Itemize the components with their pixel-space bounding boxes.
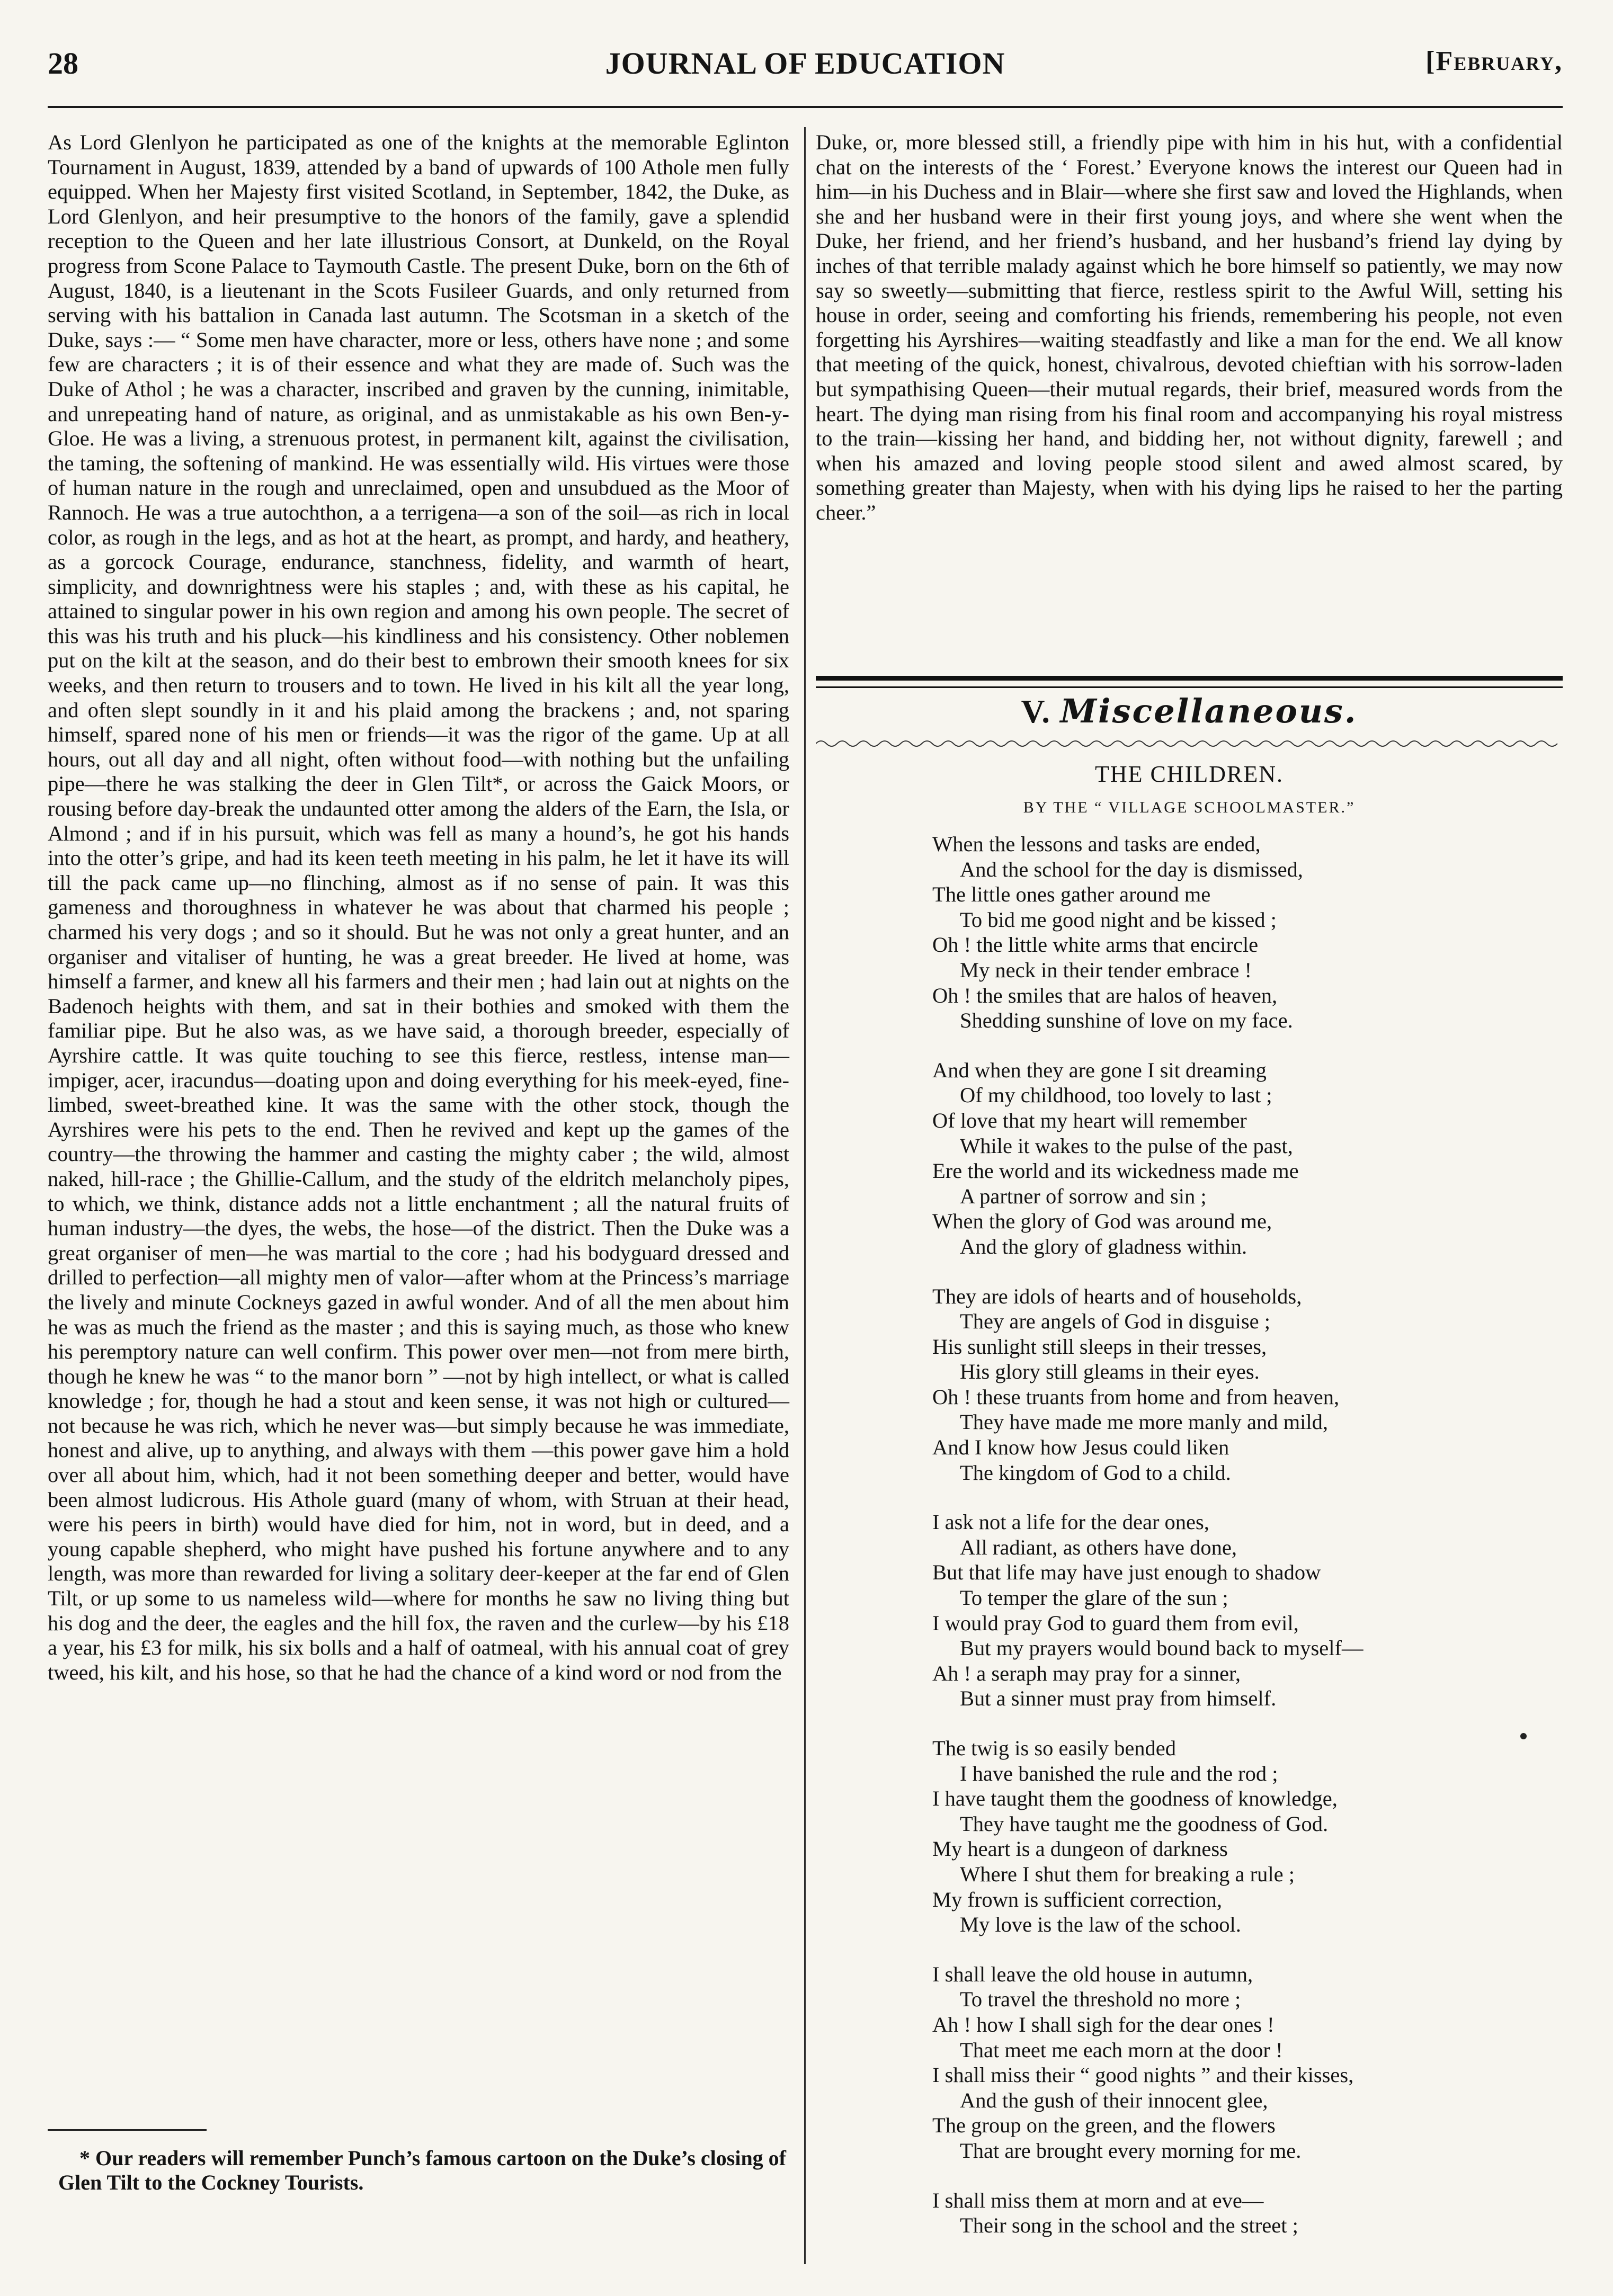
poem-line: Oh ! the smiles that are halos of heaven,	[932, 983, 1278, 1007]
poem-line: To travel the threshold no more ;	[960, 1987, 1241, 2012]
poem-line: I would pray God to guard them from evil,	[932, 1611, 1299, 1635]
poem-byline: BY THE “ VILLAGE SCHOOLMASTER.”	[1023, 799, 1356, 816]
poem-stanza	[932, 1284, 1557, 1486]
poem-line: My love is the law of the school.	[960, 1913, 1241, 1937]
poem-line: Of love that my heart will remember	[932, 1108, 1247, 1132]
poem-line: When the lessons and tasks are ended,	[932, 832, 1261, 856]
poem-line: When the glory of God was around me,	[932, 1209, 1272, 1234]
poem-line: My neck in their tender embrace !	[960, 958, 1252, 982]
poem-stanza	[932, 1736, 1557, 1937]
poem-title: THE CHILDREN.	[1095, 761, 1284, 787]
wavy-rule	[816, 738, 1563, 749]
page-number: 28	[48, 46, 78, 81]
poem-line: They have taught me the goodness of God.	[960, 1811, 1329, 1836]
ink-dot	[1520, 1733, 1527, 1739]
poem-stanza	[932, 832, 1557, 1033]
poem-line: That are brought every morning for me.	[960, 2138, 1302, 2163]
right-column-prose	[816, 130, 1563, 525]
poem-line: They are angels of God in disguise ;	[960, 1309, 1270, 1334]
right-column-text: Duke, or, more blessed still, a friendly pipe with him in his hut, with a confidential chat on the interests of the ‘ Forest.’ Everyone knows the interest our Queen had in him—in his Duchess and in Blair—where she first saw and loved the Highlands, when she and her husband were in their first young joys, and where she went when the Duke, her friend, and her friend’s husband, and her husband’s friend lay dying by inches of that terrible malady against which he bore himself so patiently, we may now say so sweetly—submitting that fierce, restless spirit to the Awful Will, setting his house in order, seeing and comforting his friends, remembering his people, not even forgetting his Ayrshires—waiting steadfastly and like a man for the end. We all know that meeting of the quick, honest, chivalrous, devoted chieftian with his sorrow-laden but sympathising Queen—their mutual regards, their brief, measured words from the heart. The dying man rising from his final room and accompanying his royal mistress to the train—kissing her hand, and bidding her, not without dignity, farewell ; and when his amazed and loving people stood silent and awed almost scared, by something greater than Majesty, when with his dying lips he raised to her the parting cheer.”	[816, 130, 1563, 524]
column-divider	[804, 127, 806, 2264]
poem-line: Ere the world and its wickedness made me	[932, 1159, 1299, 1183]
footnote-rule	[48, 2129, 207, 2131]
section-heading	[816, 692, 1563, 731]
poem-line: Ah ! how I shall sigh for the dear ones !	[932, 2012, 1275, 2036]
poem-stanza	[932, 2188, 1557, 2238]
poem-line: All radiant, as others have done,	[960, 1535, 1237, 1559]
poem	[932, 832, 1557, 2263]
poem-line: And the school for the day is dismissed,	[960, 857, 1303, 881]
poem-line: They have made me more manly and mild,	[960, 1410, 1329, 1434]
poem-line: Ah ! a seraph may pray for a sinner,	[932, 1661, 1241, 1685]
poem-line: And when they are gone I sit dreaming	[932, 1058, 1267, 1082]
section-title: Miscellaneous.	[1060, 692, 1358, 730]
poem-stanza	[932, 1058, 1557, 1259]
section-numeral: V.	[1021, 694, 1051, 730]
poem-line: His glory still gleams in their eyes.	[960, 1360, 1260, 1384]
poem-line: Of my childhood, too lovely to last ;	[960, 1083, 1272, 1107]
poem-line: And the gush of their innocent glee,	[960, 2088, 1268, 2112]
poem-line: I shall miss them at morn and at eve—	[932, 2188, 1264, 2212]
poem-stanza	[932, 1509, 1557, 1711]
poem-line: Oh ! the little white arms that encircle	[932, 933, 1259, 957]
poem-line: I have banished the rule and the rod ;	[960, 1761, 1278, 1785]
left-column-text: As Lord Glenlyon he participated as one of the knights at the memorable Eglinton Tournament in August, 1839, attended by a band of upwards of 100 Athole men fully equipped. When her Majesty first visited Scotland, in September, 1842, the Duke, as Lord Glenlyon, and heir presumptive to the honors of the family, gave a splendid reception to the Queen and her late illustrious Consort, at Dunkeld, on the Royal progress from Scone Palace to Taymouth Castle. The present Duke, born on the 6th of August, 1840, is a lieutenant in the Scots Fusileer Guards, and only returned from serving with his battalion in Canada last autumn. The Scotsman in a sketch of the Duke, says :— “ Some men have character, more or less, others have none ; and some few are characters ; it is of their essence and what they are made of. Such was the Duke of Athol ; he was a character, inscribed and graven by the cunning, inimitable, and unrepeating hand of nature, as original, and as unmistakable as his own Ben-y-Gloe. He was a living, a strenuous protest, in permanent kilt, against the civilisation, the taming, the softening of mankind. He was essentially wild. His virtues were those of human nature in the rough and unreclaimed, open and unsubdued as the Moor of Rannoch. He was a true autochthon, a a terrigena—a son of the soil—as rich in local color, as rough in the legs, and as hot at the heart, as prompt, and hardy, and heathery, as a gorcock Courage, endurance, stanchness, fidelity, and warmth of heart, simplicity, and downrightness were his staples ; and, with these as his capital, he attained to singular power in his own region and among his own people. The secret of this was his truth and his pluck—his kindliness and his consistency. Other noblemen put on the kilt at the season, and do their best to embrown their smooth knees for six weeks, and then return to trousers and to town. He lived in his kilt all the year long, and often slept soundly in it and his plaid among the brackens ; and, not sparing himself, spared none of his men or friends—it was the rigor of the game. Up at all hours, out all day and all night, often without food—with nothing but the unfailing pipe—there he was stalking the deer in Glen Tilt*, or across the Gaick Moors, or rousing before day-break the undaunted otter among the alders of the Earn, the Isla, or Almond ; and if in his pursuit, which was fell as many a hound’s, he got his hands into the otter’s gripe, and had its keen teeth meeting in his palm, he let it have its will till the pack came up—no flinching, almost as if no sense of pain. It was this gameness and thoroughness in whatever he was about that charmed his people ; charmed his very dogs ; and so it should. But he was not only a great hunter, and an organiser and vitaliser of hunting, he was a great breeder. He lived at home, was himself a farmer, and knew all his farmers and their men ; had lain out at nights on the Badenoch heights with them, and sat in their bothies and smoked with them the familiar pipe. But he also was, as we have said, a thorough breeder, especially of Ayrshire cattle. It was quite touching to see this fierce, restless, intense man—impiger, acer, iracundus—doating upon and doing everything for his meek-eyed, fine-limbed, sweet-breathed kine. It was the same with the other stock, though the Ayrshires were his pets to the end. Then he revived and kept up the games of the country—the throwing the hammer and casting the mighty caber ; the wild, almost naked, hill-race ; the Ghillie-Callum, and the study of the eldritch melancholy pipes, to which, we think, distance adds not a little enchantment ; all the natural fruits of human industry—the dyes, the webs, the hose—of the district. Then the Duke was a great organiser of men—he was martial to the core ; had his bodyguard dressed and drilled to perfection—all mighty men of valor—after whom at the Princess’s marriage the lively and minute Cockneys gazed in awful wonder. And of all the men about him he was as much the friend as the master ; and this is saying much, as those who knew his peremptory nature can well confirm. This power over men—not from mere birth, though he knew he was “ to the manor born ” —not by high intellect, or what is called knowledge ; for, though he had a stout and keen sense, it was not high or cultured—not because he was rich, which he never was—but simply because he was immediate, honest and alive, up to anything, and always with them —this power gave him a hold over all about him, which, had it not been something deeper and better, would have been almost ludicrous. His Athole guard (many of whom, with Struan at their head, were his peers in birth) would have died for him, not in word, but in deed, and a young capable shepherd, who might have pushed his fortune anywhere and to any length, was more than rewarded for living a solitary deer-keeper at the far end of Glen Tilt, or up some to us nameless wild—where for months he saw no living thing but his dog and the deer, the eagles and the hill fox, the raven and the curlew—by his £18 a year, his £3 for milk, his six bolls and a half of oatmeal, with his annual coat of grey tweed, his kilt, and his hose, so that he had the chance of a kind word or nod from the	[48, 130, 789, 1684]
poem-line: The group on the green, and the flowers	[932, 2113, 1276, 2138]
issue-month: [February,	[1425, 46, 1563, 76]
poem-line: His sunlight still sleeps in their tresses,	[932, 1334, 1267, 1359]
poem-line: My frown is sufficient correction,	[932, 1887, 1222, 1911]
poem-line: And I know how Jesus could liken	[932, 1435, 1229, 1460]
journal-title: JOURNAL OF EDUCATION	[605, 46, 1005, 81]
poem-stanza	[932, 1962, 1557, 2164]
poem-line: Where I shut them for breaking a rule ;	[960, 1862, 1295, 1886]
poem-line: But that life may have just enough to shadow	[932, 1560, 1321, 1585]
poem-line: They are idols of hearts and of households,	[932, 1284, 1302, 1308]
poem-line: My heart is a dungeon of darkness	[932, 1837, 1228, 1861]
poem-line: Their song in the school and the street ;	[960, 2213, 1298, 2238]
poem-line: I ask not a life for the dear ones,	[932, 1510, 1209, 1534]
poem-line: The kingdom of God to a child.	[960, 1460, 1231, 1485]
left-column	[48, 130, 789, 1685]
page-header	[48, 46, 1563, 88]
poem-line: Oh ! these truants from home and from heaven,	[932, 1384, 1340, 1409]
section-rule-thick	[816, 676, 1563, 681]
poem-line: To bid me good night and be kissed ;	[960, 907, 1277, 932]
poem-line: But a sinner must pray from himself.	[960, 1686, 1277, 1711]
poem-line: The twig is so easily bended	[932, 1736, 1177, 1760]
footnote: * Our readers will remember Punch’s famous cartoon on the Duke’s closing of Glen Tilt to the Cockney Tourists.	[58, 2146, 787, 2194]
poem-line: While it wakes to the pulse of the past,	[960, 1133, 1293, 1158]
poem-line: That meet me each morn at the door !	[960, 2038, 1283, 2062]
poem-line: To temper the glare of the sun ;	[960, 1586, 1228, 1610]
poem-line: Shedding sunshine of love on my face.	[960, 1008, 1293, 1033]
poem-line: And the glory of gladness within.	[960, 1234, 1247, 1258]
poem-line: But my prayers would bound back to myself—	[960, 1636, 1364, 1660]
poem-line: I have taught them the goodness of knowledge,	[932, 1786, 1338, 1811]
poem-line: The little ones gather around me	[932, 882, 1211, 907]
header-rule	[48, 106, 1563, 108]
poem-line: I shall leave the old house in autumn,	[932, 1962, 1253, 1986]
section-rule-thin	[816, 686, 1563, 688]
poem-line: I shall miss their “ good nights ” and their kisses,	[932, 2063, 1354, 2087]
poem-line: A partner of sorrow and sin ;	[960, 1184, 1207, 1208]
